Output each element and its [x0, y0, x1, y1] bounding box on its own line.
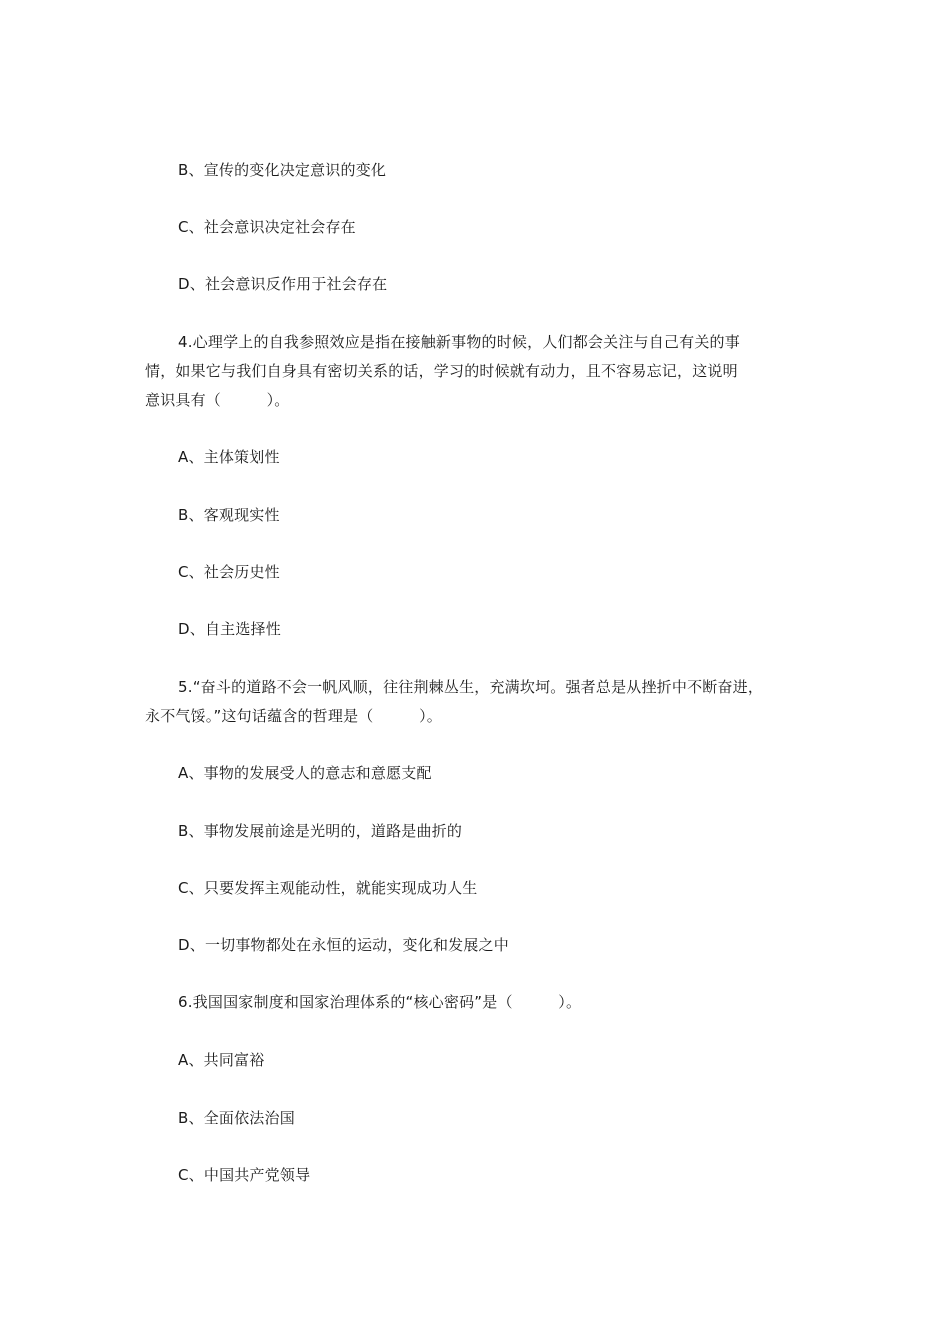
q5-option-b: B、事物发展前途是光明的，道路是曲折的 — [178, 822, 463, 840]
q5-option-d: D、一切事物都处在永恒的运动，变化和发展之中 — [178, 936, 509, 954]
q4-option-d: D、自主选择性 — [178, 620, 281, 638]
q5-stem-line-2: 永不气馁。”这句话蕴含的哲理是（ ）。 — [145, 707, 442, 725]
q6-option-c: C、中国共产党领导 — [178, 1166, 311, 1184]
q4-option-c: C、社会历史性 — [178, 563, 280, 581]
q4-option-a: A、主体策划性 — [178, 448, 280, 466]
q6-stem-line-1: 6.我国国家制度和国家治理体系的“核心密码”是（ ）。 — [178, 993, 582, 1011]
q3-option-d: D、社会意识反作用于社会存在 — [178, 275, 388, 293]
q6-option-b: B、全面依法治国 — [178, 1109, 295, 1127]
q5-option-a: A、事物的发展受人的意志和意愿支配 — [178, 764, 432, 782]
q3-option-b: B、宣传的变化决定意识的变化 — [178, 161, 387, 179]
q4-stem-line-2: 情，如果它与我们自身具有密切关系的话，学习的时候就有动力，且不容易忘记，这说明 — [145, 362, 738, 380]
q5-option-c: C、只要发挥主观能动性，就能实现成功人生 — [178, 879, 478, 897]
q5-stem-line-1: 5.“奋斗的道路不会一帆风顺，往往荆棘丛生，充满坎坷。强者总是从挫折中不断奋进， — [178, 678, 764, 696]
q4-option-b: B、客观现实性 — [178, 506, 280, 524]
q4-stem-line-3: 意识具有（ ）。 — [145, 391, 290, 409]
q6-option-a: A、共同富裕 — [178, 1051, 265, 1069]
q3-option-c: C、社会意识决定社会存在 — [178, 218, 356, 236]
q4-stem-line-1: 4.心理学上的自我参照效应是指在接触新事物的时候，人们都会关注与自己有关的事 — [178, 333, 740, 351]
